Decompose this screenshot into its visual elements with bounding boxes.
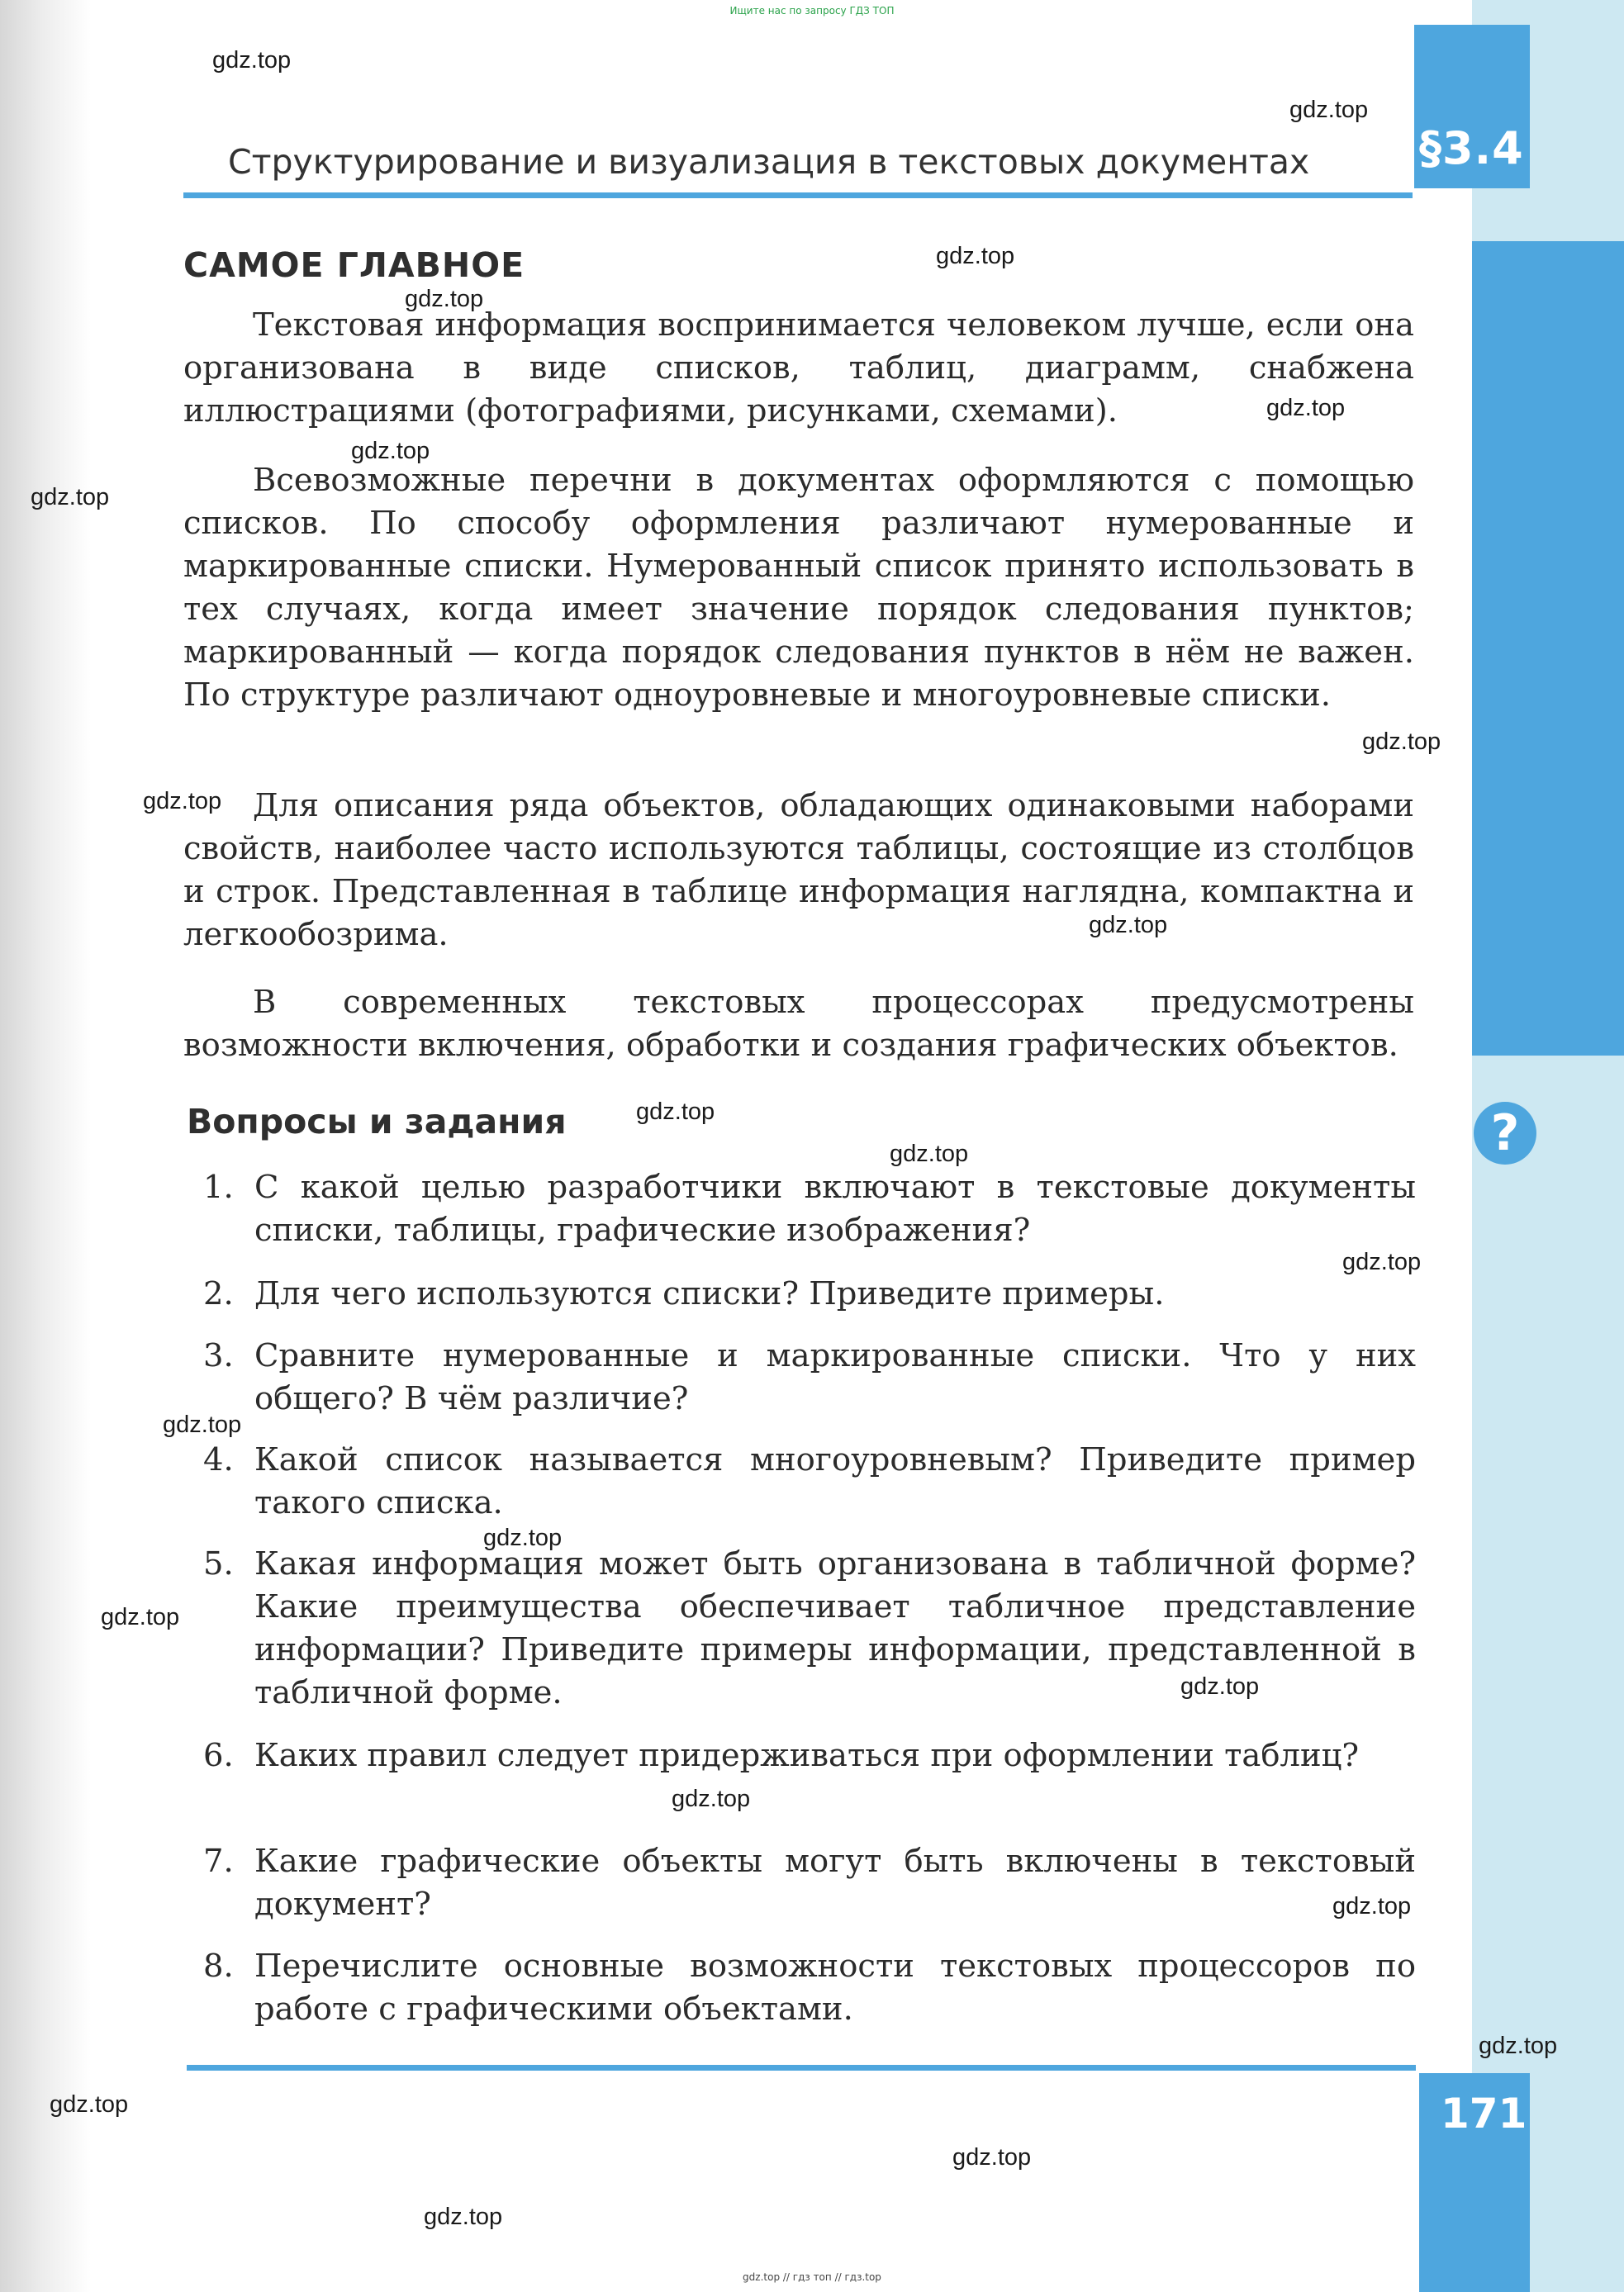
watermark-text: gdz.top <box>50 2091 129 2118</box>
top-site-note: Ищите нас по запросу ГДЗ ТОП <box>729 5 895 17</box>
watermark-text: gdz.top <box>483 1525 563 1551</box>
watermark-text: gdz.top <box>672 1786 751 1812</box>
question-number: 5. <box>203 1545 234 1583</box>
section-tab <box>1414 25 1530 188</box>
watermark-text: gdz.top <box>143 788 222 814</box>
watermark-text: gdz.top <box>101 1604 180 1630</box>
watermark-text: gdz.top <box>1180 1673 1260 1700</box>
paragraph-4 <box>183 981 1414 1067</box>
footer-rule <box>187 2065 1416 2071</box>
watermark-text: gdz.top <box>1266 395 1346 421</box>
question-text: Какие графические объекты могут быть включены в текстовый документ? <box>254 1843 1416 1923</box>
question-text: Сравните нумерованные и маркированные списки. Что у них общего? В чём различие? <box>254 1337 1416 1417</box>
question-number: 7. <box>203 1843 234 1880</box>
watermark-text: gdz.top <box>1362 728 1441 755</box>
question-item <box>203 1840 1416 1926</box>
paragraph-1 <box>183 304 1414 433</box>
question-item <box>203 1734 1416 1777</box>
watermark-text: gdz.top <box>212 47 292 74</box>
running-header-title: Структурирование и визуализация в текстовых документах <box>228 142 1310 182</box>
question-item <box>203 1166 1416 1252</box>
question-item <box>203 1335 1416 1421</box>
side-color-strip <box>1472 241 1624 1056</box>
question-item <box>203 1273 1416 1316</box>
watermark-text: gdz.top <box>351 438 430 464</box>
watermark-text: gdz.top <box>163 1412 242 1438</box>
page-number: 171 <box>1441 2090 1527 2138</box>
watermark-text: gdz.top <box>1289 97 1369 123</box>
page-number-tab <box>1419 2073 1530 2292</box>
question-text: Каких правил следует придерживаться при оформлении таблиц? <box>254 1737 1360 1774</box>
bottom-site-note: gdz.top // гдз топ // гдз.top <box>743 2271 881 2283</box>
watermark-text: gdz.top <box>636 1099 715 1125</box>
question-item <box>203 1439 1416 1525</box>
section-label: §3.4 <box>1419 122 1524 174</box>
question-number: 2. <box>203 1275 234 1312</box>
question-number: 6. <box>203 1737 234 1774</box>
paragraph-2-text: Всевозможные перечни в документах оформляются с помощью списков. По способу оформления различают нумерованные и маркированные списки. Нумерованный список принято использовать в тех случаях, когда имеет значение порядок следования пунктов; маркированный — когда порядок следования пунктов в нём не важен. По структуре различают одноуровневые и многоуровневые списки. <box>183 462 1414 714</box>
header-rule <box>183 192 1413 198</box>
question-item <box>203 1945 1416 2031</box>
watermark-text: gdz.top <box>1479 2033 1558 2059</box>
summary-heading: САМОЕ ГЛАВНОЕ <box>183 245 525 285</box>
question-text: Для чего используются списки? Приведите примеры. <box>254 1275 1165 1312</box>
page-gutter-shadow <box>0 0 91 2292</box>
questions-heading: Вопросы и задания <box>187 1102 567 1141</box>
watermark-text: gdz.top <box>890 1141 969 1167</box>
question-number: 3. <box>203 1337 234 1374</box>
watermark-text: gdz.top <box>952 2144 1032 2171</box>
watermark-text: gdz.top <box>1089 912 1168 938</box>
watermark-text: gdz.top <box>1342 1249 1422 1275</box>
question-number: 4. <box>203 1441 234 1478</box>
watermark-text: gdz.top <box>1332 1893 1412 1919</box>
question-text: Перечислите основные возможности текстовых процессоров по работе с графическими объектами. <box>254 1948 1416 2028</box>
question-icon: ? <box>1474 1102 1536 1165</box>
paragraph-1-text: Текстовая информация воспринимается человеком лучше, если она организована в виде списков, таблиц, диаграмм, снабжена иллюстрациями (фотографиями, рисунками, схемами). <box>183 306 1414 429</box>
watermark-text: gdz.top <box>936 243 1015 269</box>
question-number: 8. <box>203 1948 234 1985</box>
paragraph-4-text: В современных текстовых процессорах предусмотрены возможности включения, обработки и создания графических объектов. <box>183 984 1414 1064</box>
watermark-text: gdz.top <box>424 2204 503 2230</box>
paragraph-3 <box>183 785 1414 956</box>
question-text: Какой список называется многоуровневым? Приведите пример такого списка. <box>254 1441 1416 1521</box>
watermark-text: gdz.top <box>405 286 484 312</box>
question-number: 1. <box>203 1169 234 1206</box>
paragraph-2 <box>183 459 1414 717</box>
paragraph-3-text: Для описания ряда объектов, обладающих одинаковыми наборами свойств, наиболее часто используются таблицы, состоящие из столбцов и строк. Представленная в таблице информация наглядна, компактна и легкообозрима. <box>183 787 1414 953</box>
question-text: Какая информация может быть организована в табличной форме? Какие преимущества обеспечивает табличное представление информации? Приведите примеры информации, представленной в табличной форме. <box>254 1545 1416 1711</box>
watermark-text: gdz.top <box>31 484 110 510</box>
question-text: С какой целью разработчики включают в текстовые документы списки, таблицы, графические изображения? <box>254 1169 1416 1249</box>
